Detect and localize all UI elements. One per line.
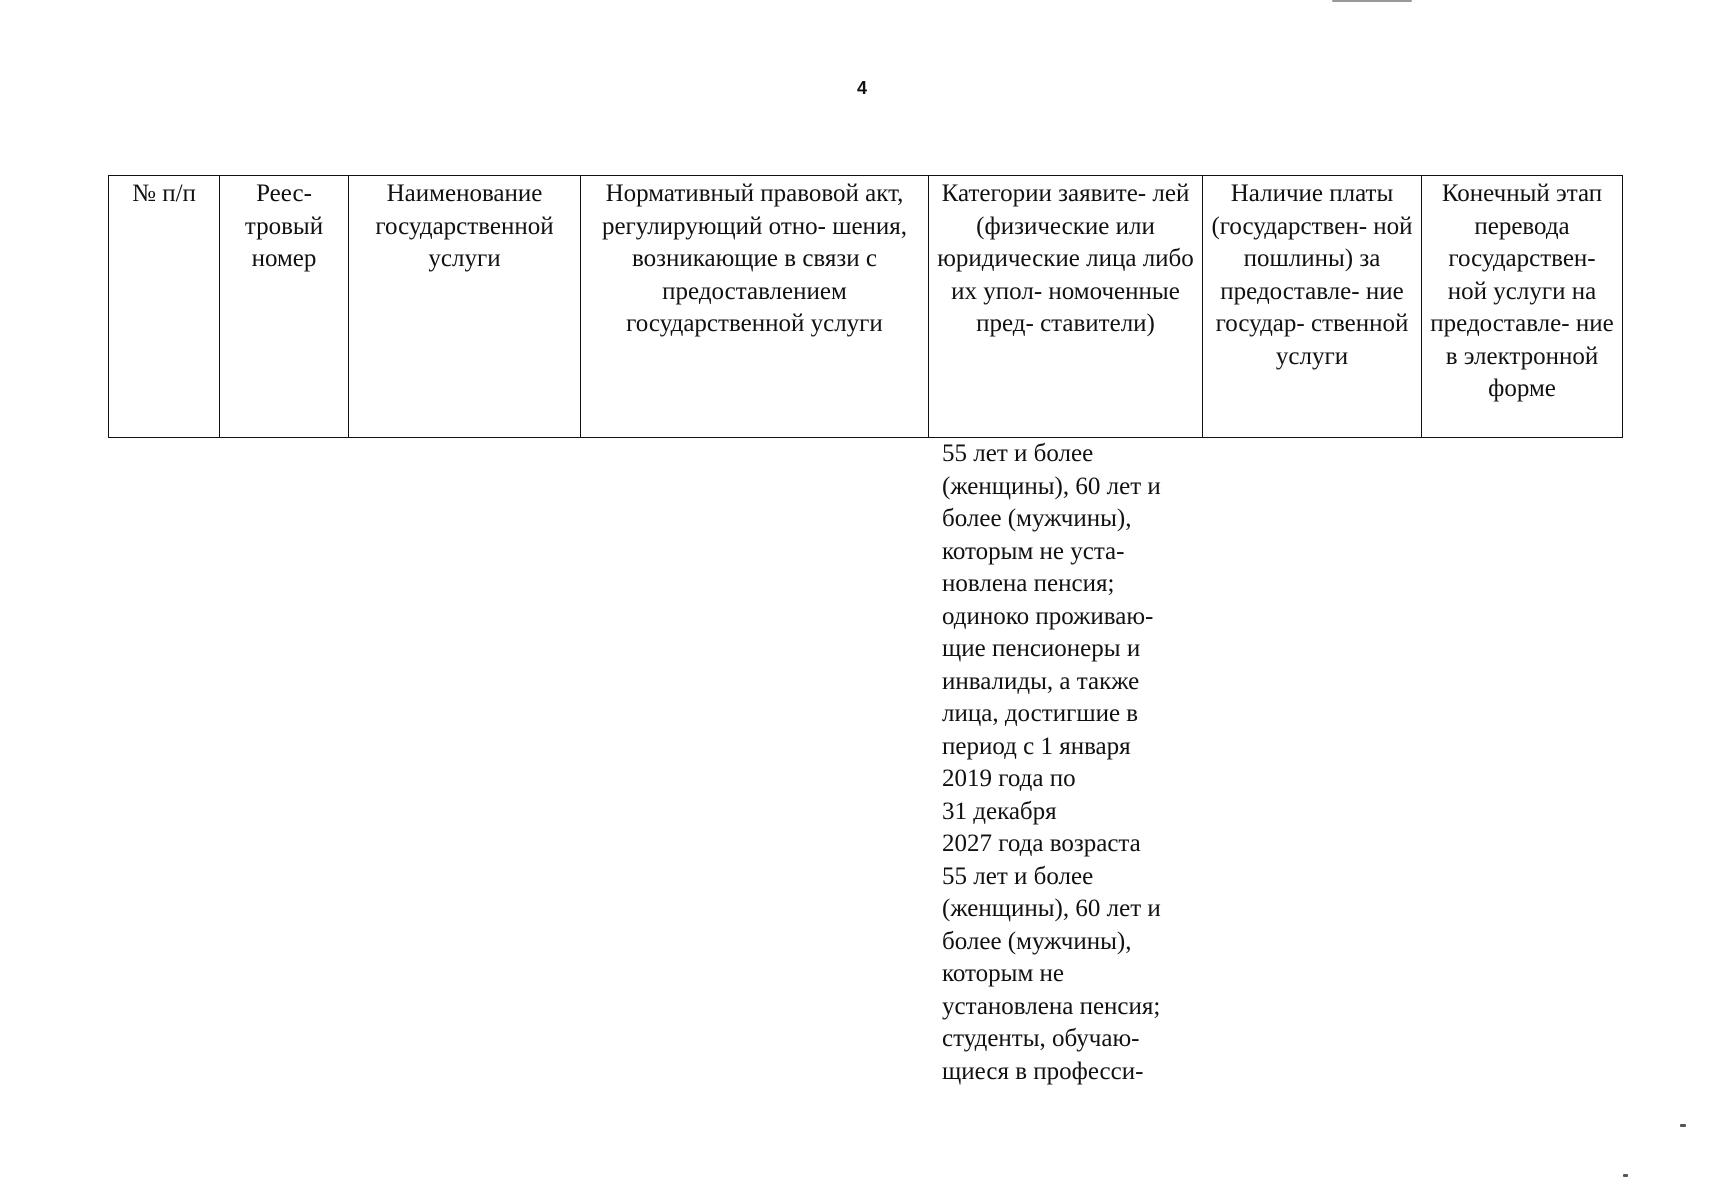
text-line: студенты, обучаю- — [942, 1025, 1140, 1052]
text-line: 55 лет и более — [942, 440, 1094, 467]
column-header-legal-act: Нормативный правовой акт, регулирующий отно- шения, возникающие в связи с предоставлением государственной услуги — [581, 176, 929, 438]
column-header-fee: Наличие платы (государствен- ной пошлины) за предоставле- ние государ- ственной услуги — [1203, 176, 1422, 438]
column-header-service-name: Наименование государственной услуги — [349, 176, 581, 438]
text-line: (женщины), 60 лет и — [942, 895, 1161, 922]
column-header-electronic-stage: Конечный этап перевода государствен- ной услуги на предоставле- ние в электронной форме — [1422, 176, 1623, 438]
text-line: 2027 года возраста — [942, 830, 1141, 857]
text-line: одиноко проживаю- — [942, 602, 1154, 630]
text-line: которым не уста- — [942, 537, 1125, 565]
text-line: 31 декабря — [942, 797, 1057, 825]
scan-speck — [1332, 0, 1412, 2]
column-header-number: № п/п — [109, 176, 220, 438]
text-line: лица, достигшие в — [942, 700, 1139, 727]
text-line: более (мужчины), — [942, 505, 1132, 532]
text-line: период с 1 января — [942, 732, 1131, 760]
scan-speck — [1680, 1124, 1686, 1127]
text-line: щиеся в професси- — [942, 1057, 1144, 1085]
column-header-registry-number: Реес- тровый номер — [220, 176, 349, 438]
scan-speck — [1623, 1174, 1628, 1177]
page-number: 4 — [856, 78, 867, 98]
text-line: щие пенсионеры и — [942, 635, 1141, 662]
text-line: 2019 года по — [942, 765, 1076, 792]
services-table-header — [108, 175, 1623, 438]
applicant-categories-continuation — [942, 438, 1212, 1088]
text-line: установлена пенсия; — [942, 992, 1161, 1020]
text-line: (женщины), 60 лет и — [942, 472, 1161, 500]
text-line: новлена пенсия; — [942, 570, 1115, 597]
text-line: инвалиды, а также — [942, 667, 1140, 695]
column-header-applicant-categories: Категории заявите- лей (физические или юридические лица либо их упол- номоченные пред- ставители) — [929, 176, 1203, 438]
text-line: более (мужчины), — [942, 927, 1132, 955]
text-line: 55 лет и более — [942, 862, 1094, 890]
text-line: которым не — [942, 960, 1064, 987]
